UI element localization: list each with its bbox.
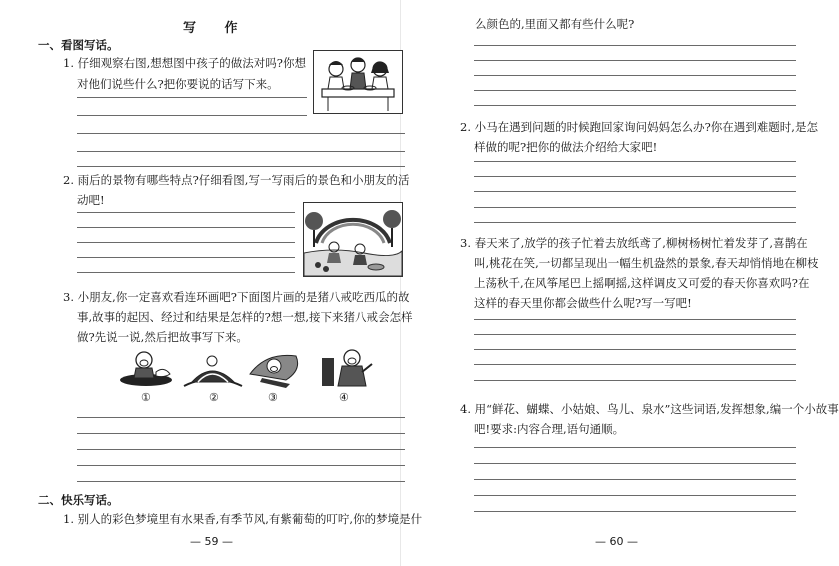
writing-line[interactable] bbox=[474, 176, 796, 177]
comic-panel-1 bbox=[118, 348, 174, 390]
section2-heading: 二、快乐写话。 bbox=[38, 493, 119, 507]
r-q2-text-line2: 样做的呢?把你的做法介绍给大家吧! bbox=[474, 140, 658, 154]
writing-line[interactable] bbox=[474, 447, 796, 448]
writing-line[interactable] bbox=[474, 161, 796, 162]
r-q4-text-line1: 4. 用“鲜花、蝴蝶、小姑娘、鸟儿、泉水”这些词语,发挥想象,编一个小故事 bbox=[460, 402, 839, 416]
writing-line[interactable] bbox=[77, 242, 295, 243]
writing-line[interactable] bbox=[474, 45, 796, 46]
page-title: 写 作 bbox=[183, 21, 250, 36]
q1-text-line2: 对他们说些什么?把你要说的话写下来。 bbox=[77, 77, 279, 91]
s2-q1-text-line2: 么颜色的,里面又都有些什么呢? bbox=[475, 17, 635, 31]
writing-line[interactable] bbox=[77, 449, 405, 450]
writing-line[interactable] bbox=[474, 207, 796, 208]
writing-line[interactable] bbox=[474, 349, 796, 350]
writing-line[interactable] bbox=[474, 60, 796, 61]
writing-line[interactable] bbox=[77, 257, 295, 258]
comic-panel-label-2: ② bbox=[209, 391, 219, 404]
r-q2-text-line1: 2. 小马在遇到问题的时候跑回家询问妈妈怎么办?你在遇到难题时,是怎 bbox=[460, 120, 818, 134]
comic-panel-4 bbox=[318, 346, 374, 390]
writing-line[interactable] bbox=[77, 133, 405, 134]
comic-panel-label-4: ④ bbox=[339, 391, 349, 404]
writing-line[interactable] bbox=[77, 212, 295, 213]
q2-text-line1: 2. 雨后的景物有哪些特点?仔细看图,写一写雨后的景色和小朋友的活 bbox=[63, 173, 410, 187]
writing-line[interactable] bbox=[77, 272, 295, 273]
writing-line[interactable] bbox=[474, 319, 796, 320]
writing-line[interactable] bbox=[77, 433, 405, 434]
q3-text-line3: 做?先说一说,然后把故事写下来。 bbox=[77, 330, 248, 344]
r-q3-text-line4: 这样的春天里你都会做些什么呢?写一写吧! bbox=[474, 296, 692, 310]
writing-line[interactable] bbox=[474, 222, 796, 223]
writing-line[interactable] bbox=[474, 479, 796, 480]
writing-line[interactable] bbox=[77, 166, 405, 167]
writing-line[interactable] bbox=[77, 481, 405, 482]
r-q4-text-line2: 吧!要求:内容合理,语句通顺。 bbox=[474, 422, 625, 436]
q1-text-line1: 1. 仔细观察右图,想想图中孩子的做法对吗?你想 bbox=[63, 56, 306, 70]
s2-q1-text-line1: 1. 别人的彩色梦境里有水果香,有季节风,有紫葡萄的叮咛,你的梦境是什 bbox=[63, 512, 423, 526]
writing-line[interactable] bbox=[474, 191, 796, 192]
comic-panel-label-1: ① bbox=[141, 391, 151, 404]
writing-line[interactable] bbox=[474, 495, 796, 496]
writing-line[interactable] bbox=[474, 334, 796, 335]
writing-line[interactable] bbox=[474, 75, 796, 76]
r-q3-text-line3: 上荡秋千,在风筝尾巴上摇啊摇,这样调皮又可爱的春天你喜欢吗?在 bbox=[474, 276, 810, 290]
page-number-59: — 59 — bbox=[190, 535, 233, 548]
q2-illustration-after-rain bbox=[303, 202, 403, 277]
writing-line[interactable] bbox=[474, 105, 796, 106]
comic-panel-2 bbox=[182, 352, 244, 390]
writing-line[interactable] bbox=[474, 511, 796, 512]
writing-line[interactable] bbox=[77, 97, 307, 98]
writing-line[interactable] bbox=[77, 115, 307, 116]
comic-panel-3 bbox=[246, 346, 304, 390]
right-page bbox=[400, 0, 839, 566]
r-q3-text-line2: 叫,桃花在笑,一切都呈现出一幅生机盎然的景象,春天却悄悄地在柳枝 bbox=[474, 256, 819, 270]
section1-heading: 一、看图写话。 bbox=[38, 38, 119, 52]
writing-line[interactable] bbox=[474, 463, 796, 464]
writing-line[interactable] bbox=[474, 90, 796, 91]
r-q3-text-line1: 3. 春天来了,放学的孩子忙着去放纸鸢了,柳树杨树忙着发芽了,喜鹊在 bbox=[460, 236, 808, 250]
writing-line[interactable] bbox=[77, 227, 295, 228]
page-number-60: — 60 — bbox=[595, 535, 638, 548]
q1-illustration-kids-at-table bbox=[313, 50, 403, 114]
comic-panel-label-3: ③ bbox=[268, 391, 278, 404]
writing-line[interactable] bbox=[77, 151, 405, 152]
writing-line[interactable] bbox=[474, 364, 796, 365]
writing-line[interactable] bbox=[474, 380, 796, 381]
q2-text-line2: 动吧! bbox=[77, 193, 105, 207]
q3-text-line1: 3. 小朋友,你一定喜欢看连环画吧?下面图片画的是猪八戒吃西瓜的故 bbox=[63, 290, 410, 304]
q3-text-line2: 事,故事的起因、经过和结果是怎样的?想一想,接下来猪八戒会怎样 bbox=[77, 310, 413, 324]
writing-line[interactable] bbox=[77, 465, 405, 466]
writing-line[interactable] bbox=[77, 417, 405, 418]
